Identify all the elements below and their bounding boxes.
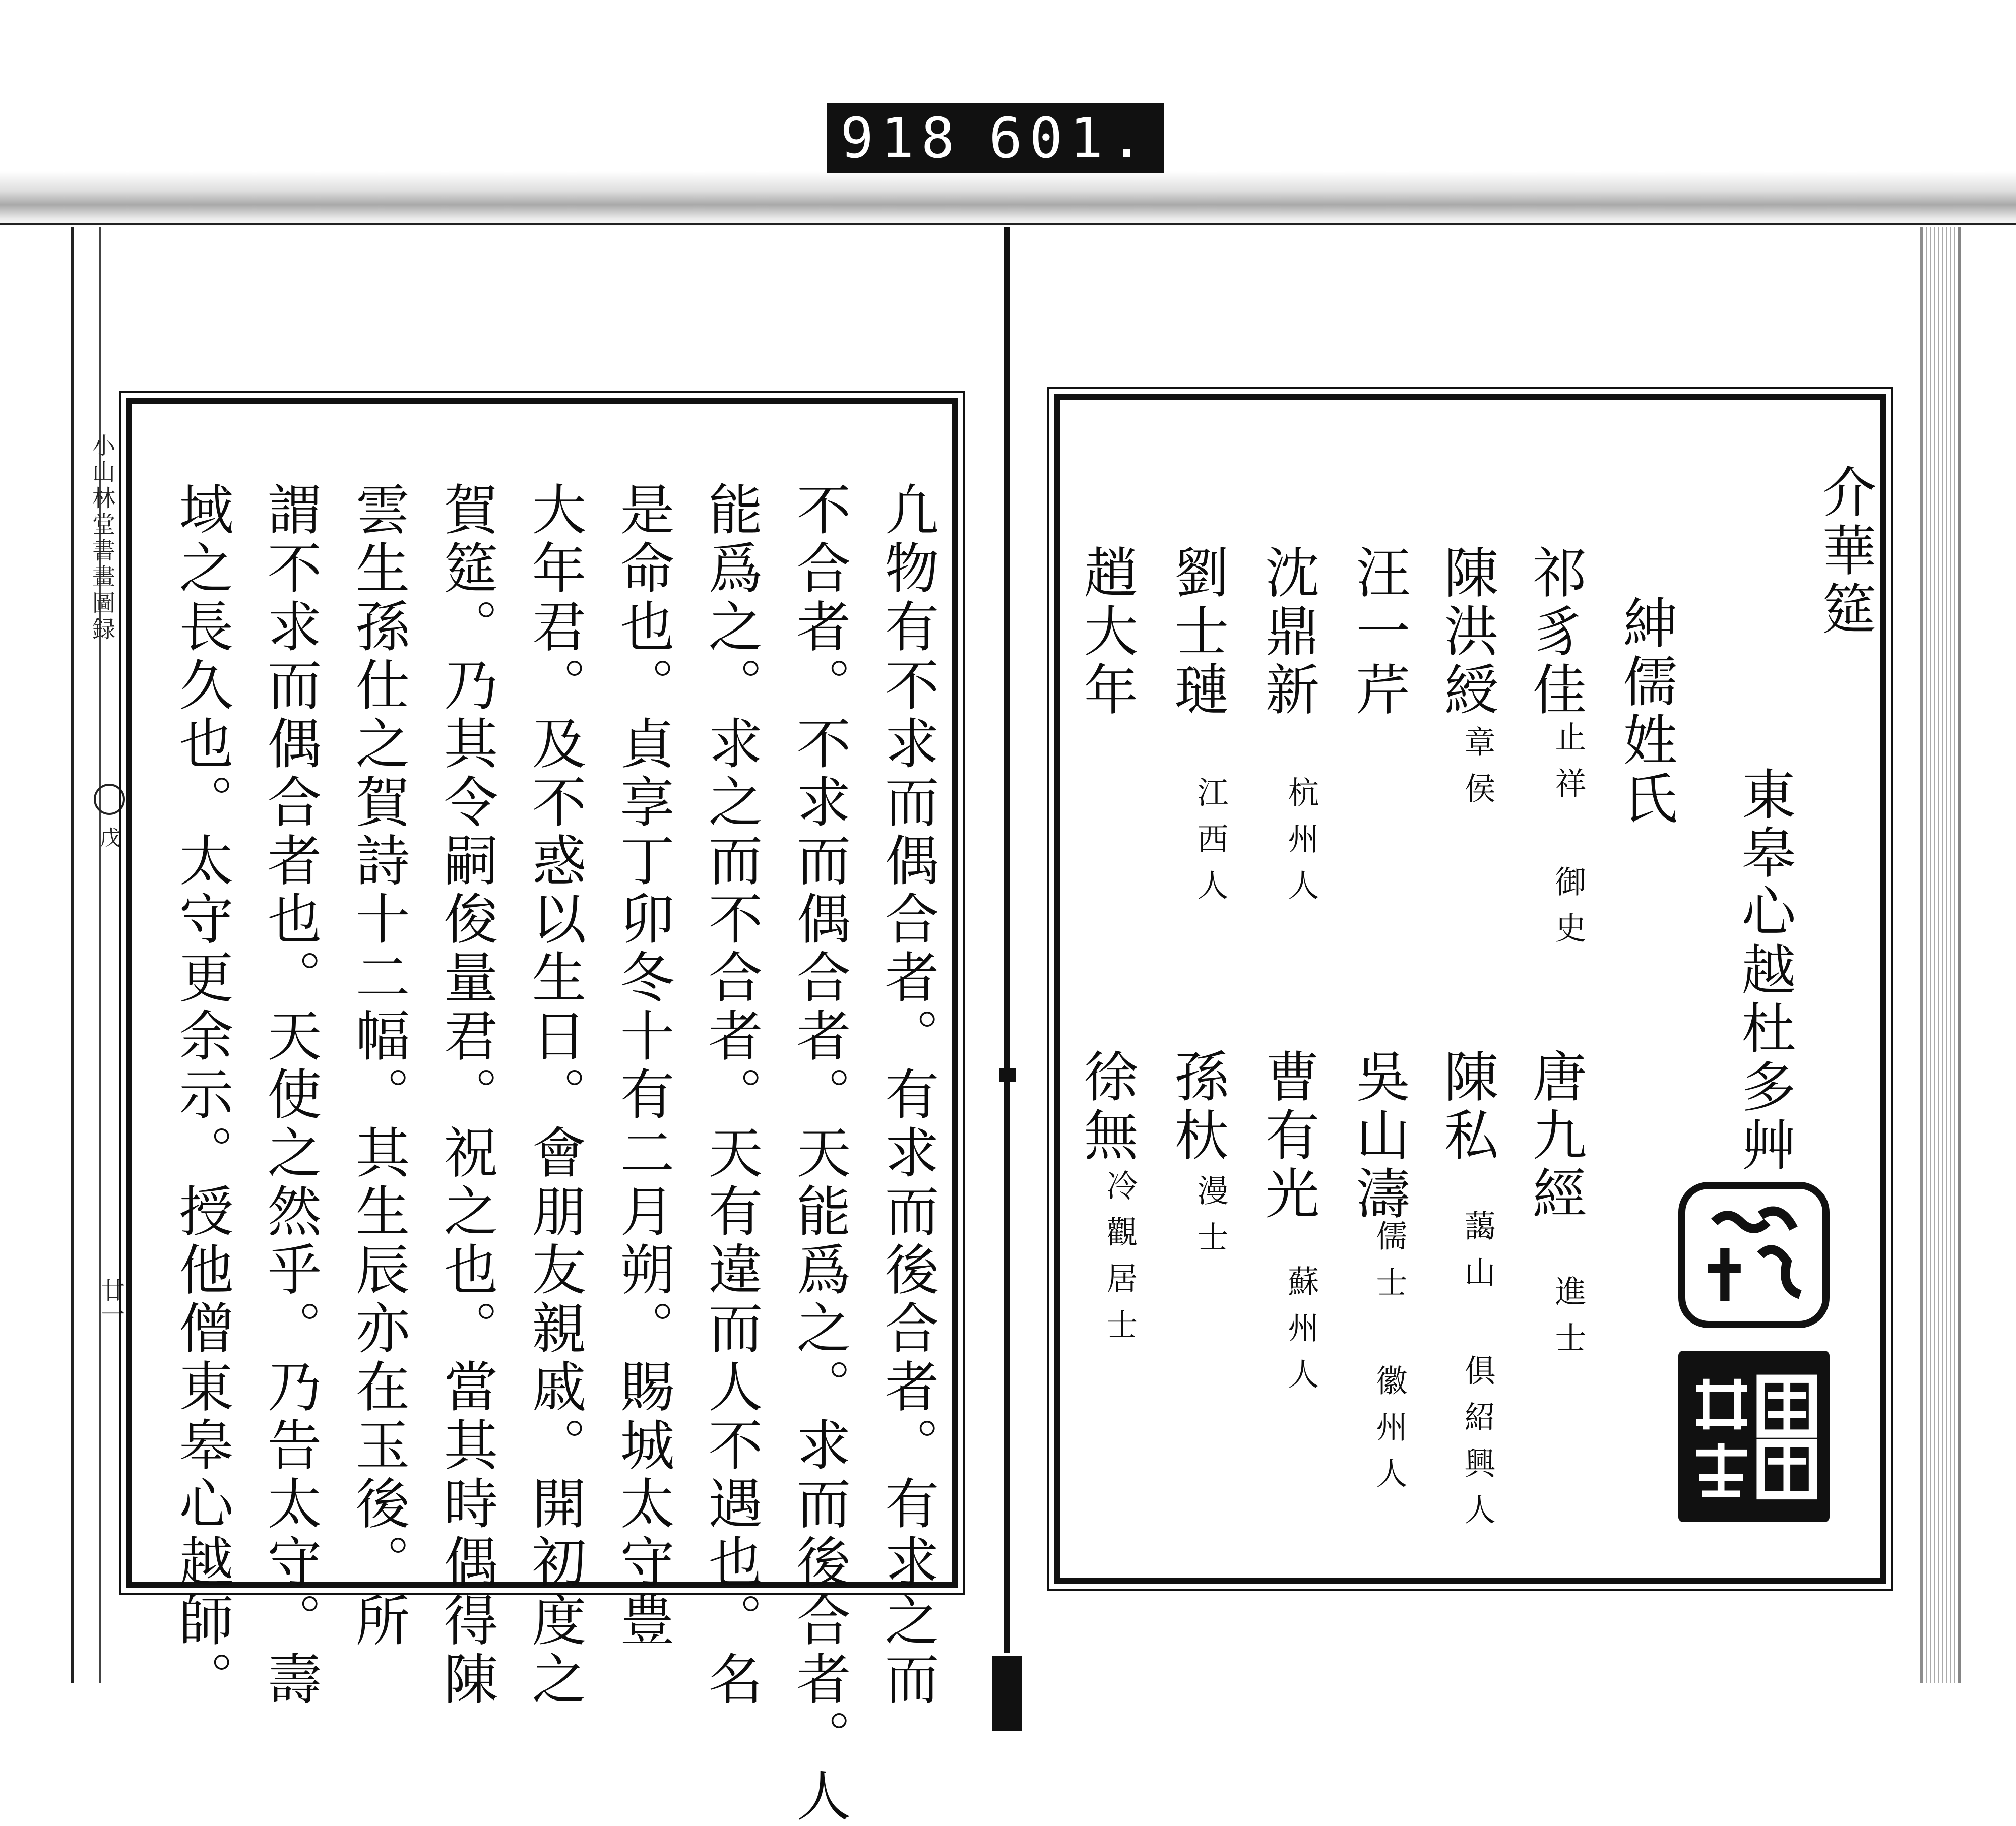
- reference-number-label: [827, 103, 1164, 173]
- name-entry: 徐無: [1075, 1048, 1138, 1165]
- name-entry: 吳山濤: [1347, 1048, 1410, 1224]
- name-entry: 汪一芹: [1347, 544, 1410, 720]
- name-entry: 陳私: [1435, 1048, 1498, 1165]
- name-note: 進士: [1550, 1275, 1587, 1368]
- name-entry: 沈鼎新: [1256, 544, 1319, 720]
- name-note: 蘇州人: [1283, 1265, 1319, 1404]
- name-note: 章侯: [1459, 726, 1496, 818]
- text-column: 凢物有不求而偶合者。有求而後合者。有求之而: [875, 481, 938, 1709]
- author-line: 東皋心越杜多艸: [1732, 766, 1795, 1175]
- scan-rule: [0, 223, 2016, 225]
- name-note: 江西人: [1192, 776, 1229, 915]
- seal-glyph-icon: [1685, 1358, 1822, 1515]
- text-column: 大年君。及不惑以生日。會朋友親戚。開初度之: [523, 481, 586, 1709]
- text-column: 能爲之。求之而不合者。天有違而人不遇也。名: [699, 481, 762, 1709]
- book-page-edges-right: [1920, 227, 1961, 1683]
- name-note: 杭州人: [1283, 776, 1319, 915]
- name-entry: 曹有光: [1256, 1048, 1319, 1224]
- category-heading: 紳儒姓氏: [1614, 595, 1677, 829]
- book-gutter: [1004, 227, 1010, 1653]
- text-column: 賀筵。乃其令嗣俊量君。祝之也。當其時偶得陳: [434, 481, 497, 1709]
- name-entry: 祁豸佳: [1523, 544, 1586, 720]
- name-entry: 唐九經: [1523, 1048, 1586, 1224]
- seal-glyph-icon: [1685, 1189, 1822, 1321]
- reference-number-part: 918: [840, 106, 962, 170]
- scan-shadow-band: [0, 171, 2016, 227]
- reference-number-part: 601.: [988, 106, 1151, 170]
- text-column: 謂不求而偶合者也。天使之然乎。乃告太守。壽: [258, 481, 321, 1709]
- name-entry: 劉士璉: [1165, 544, 1228, 720]
- gutter-tick: [999, 1068, 1016, 1082]
- seal-stamp-icon: [1678, 1182, 1830, 1328]
- name-note: 漫士: [1192, 1174, 1229, 1267]
- name-note: 儒士 徽州人: [1371, 1220, 1408, 1503]
- seal-stamp-icon: [1678, 1351, 1830, 1522]
- name-note: 冷觀居士: [1101, 1169, 1138, 1355]
- name-entry: 陳洪綬: [1435, 544, 1498, 720]
- name-note: 止祥 御史: [1550, 721, 1587, 958]
- fish-tail-mark-icon: [94, 784, 125, 815]
- name-note: 藹山 俱紹興人: [1459, 1210, 1496, 1540]
- section-char: 戊: [100, 826, 121, 850]
- name-entry: 孫杕: [1165, 1048, 1228, 1165]
- page-title: 介華筵: [1813, 464, 1876, 639]
- text-column: 不合者。不求而偶合者。天能爲之。求而後合者。人: [787, 481, 850, 1826]
- name-entry: 趙大年: [1075, 544, 1138, 720]
- text-column: 雲生孫仕之賀詩十二幅。其生辰亦在玉後。所: [346, 481, 409, 1651]
- gutter-block: [992, 1656, 1022, 1731]
- text-column: 域之長久也。太守更余示。授他僧東皋心越師。: [170, 481, 233, 1709]
- page-number: 廿一: [97, 1278, 125, 1326]
- side-caption: 小山林堂書畫圖録: [89, 433, 116, 643]
- text-column: 是命也。貞享丁卯冬十有二月朔。賜城太守豊: [611, 481, 674, 1651]
